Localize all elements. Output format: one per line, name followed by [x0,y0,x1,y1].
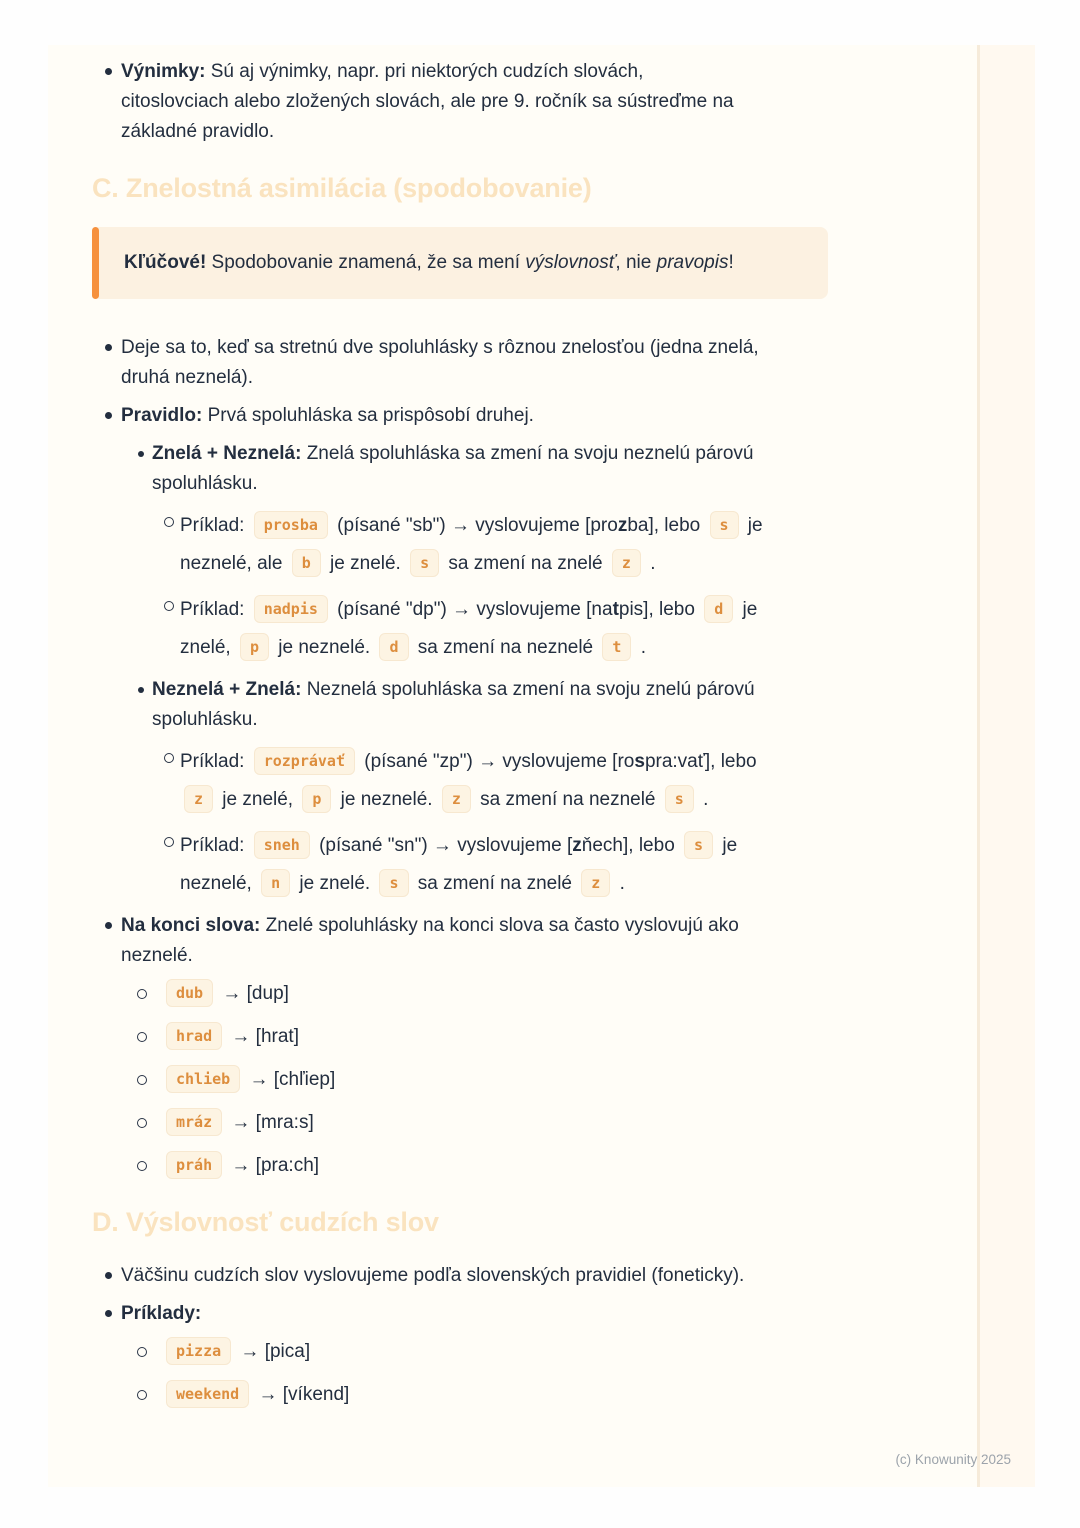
bullet-dot-icon [105,1272,112,1279]
list-item-text [162,1022,908,1052]
list-item-text [152,439,908,499]
text-segment: pra:vať], lebo [644,751,757,772]
text-segment: Deje sa to, keď sa stretnú dve spoluhlásky s rôznou znelosťou (jedna znelá, [121,337,759,358]
code-badge: nadpis [254,595,328,623]
text-segment: neznelé, [180,873,258,894]
list-item-text [180,743,908,819]
page-right-margin [980,45,1035,1487]
list-item-text [121,911,908,971]
text-segment: ňech], lebo [581,835,681,856]
list-item-text [121,57,908,147]
text-segment: . [635,637,646,658]
list-item [92,1337,908,1367]
list-item-text [180,591,908,667]
text-segment: . [697,789,709,810]
text-segment: Neznelá spoluhláska sa zmení na svoju znelú párovú [301,679,755,700]
text-segment: z [572,835,582,856]
code-badge: weekend [166,1380,249,1408]
text-segment: Spodobovanie znamená, že sa mení [206,252,526,273]
code-badge: d [704,595,733,623]
bullet-dot-icon [105,412,112,419]
code-badge: mráz [166,1108,222,1136]
list-item [92,333,908,393]
list-item-text [121,1299,908,1329]
text-segment: Príklad: [180,515,250,536]
text-segment: , nie [615,252,657,273]
text-segment: citoslovciach alebo zložených slovách, ale pre 9. ročník sa sústreďme na [121,91,734,112]
list-item [92,1261,908,1291]
text-segment: je neznelé. [335,789,438,810]
text-segment: sa zmení na znelé [443,553,608,574]
bullet-circle-icon [137,1390,147,1400]
list-item-text [152,675,908,735]
key-callout [92,227,828,299]
text-segment: Znelá spoluhláska sa zmení na svoju neznelú párovú [301,443,754,464]
code-badge: z [442,785,471,813]
list-item [92,401,908,431]
bullet-circle-icon [137,1347,147,1357]
text-segment: neznelé. [121,945,193,966]
code-badge: pizza [166,1337,231,1365]
list-item [92,439,908,499]
list-item [92,827,908,903]
text-segment: . [614,873,625,894]
section-heading-c: C. Znelostná asimilácia (spodobovanie) [92,173,592,203]
list-item [92,57,908,147]
bullet-circle-icon [137,1118,147,1128]
bullet-circle-icon [137,1075,147,1085]
list-item [92,743,908,819]
text-segment: Neznelá + Znelá: [152,679,302,700]
list-item [92,1151,908,1181]
bullet-circle-icon [164,517,174,527]
list-item-text [162,979,908,1009]
bullet-dot-icon [105,344,112,351]
text-segment: (písané "sb") → vyslovujeme [pro [331,515,618,536]
text-segment: sa zmení na znelé [412,873,578,894]
text-segment: pis], lebo [618,599,701,620]
page-edge-divider [977,45,980,1487]
code-badge: z [581,869,610,897]
code-badge: rozprávať [254,747,355,775]
text-segment: → [pra:ch] [226,1155,320,1176]
text-segment: s [634,751,645,772]
list-item [92,911,908,971]
code-badge: p [240,633,269,661]
text-segment: je znelé, [217,789,299,810]
code-badge: s [379,869,408,897]
code-badge: hrad [166,1022,222,1050]
text-segment: je znelé. [294,873,376,894]
document-page [48,45,1035,1487]
list-item [92,591,908,667]
text-segment: Pravidlo: [121,405,203,426]
text-segment: je [742,515,763,536]
code-badge: n [261,869,290,897]
code-badge: b [292,549,321,577]
list-item [92,1299,908,1329]
code-badge: s [710,511,739,539]
text-segment: Prvá spoluhláska sa prispôsobí druhej. [202,405,534,426]
callout-text [124,248,800,278]
bullet-dot-icon [138,451,144,457]
text-segment: (písané "dp") → vyslovujeme [na [331,599,613,620]
text-segment: Príklad: [180,751,250,772]
text-segment: Výnimky: [121,61,206,82]
code-badge: dub [166,979,213,1007]
text-segment: ba], lebo [627,515,706,536]
text-segment: (písané "sn") → vyslovujeme [ [313,835,573,856]
text-segment: znelé, [180,637,236,658]
list-item-text [162,1108,908,1138]
text-segment: je neznelé. [273,637,376,658]
bullet-dot-icon [138,687,144,693]
list-item-text [162,1337,908,1367]
text-segment: Väčšinu cudzích slov vyslovujeme podľa slovenských pravidiel (foneticky). [121,1265,745,1286]
text-segment: spoluhlásku. [152,473,258,494]
code-badge: d [379,633,408,661]
document-content [48,45,908,1423]
text-segment: Sú aj výnimky, napr. pri niektorých cudzích slovách, [205,61,644,82]
code-badge: p [302,785,331,813]
text-segment: Príklady: [121,1303,202,1324]
callout-accent-bar [92,227,99,299]
text-segment: . [644,553,656,574]
text-segment: je [717,835,738,856]
list-item-text [162,1065,908,1095]
text-segment: neznelé, ale [180,553,288,574]
text-segment: sa zmení na neznelé [474,789,661,810]
bullet-dot-icon [105,1310,112,1317]
text-segment: → [víkend] [253,1384,350,1405]
text-segment: → [hrat] [226,1026,299,1047]
text-segment: z [617,515,628,536]
bullet-circle-icon [164,837,174,847]
list-item-text [121,333,908,393]
list-item-text [180,827,908,903]
list-item-text [162,1151,908,1181]
code-badge: chlieb [166,1065,240,1093]
text-segment: výslovnosť [525,252,616,273]
list-item [92,1380,908,1410]
code-badge: z [184,785,213,813]
code-badge: s [684,831,713,859]
text-segment: je znelé. [324,553,407,574]
code-badge: s [410,549,439,577]
text-segment: Príklad: [180,599,250,620]
text-segment: t [612,599,619,620]
text-segment: (písané "zp") → vyslovujeme [ro [358,751,635,772]
list-item-text [180,507,908,583]
list-item [92,979,908,1009]
text-segment: ! [728,252,734,273]
text-segment: Znelé spoluhlásky na konci slova sa často vyslovujú ako [260,915,739,936]
code-badge: z [612,549,641,577]
bullet-circle-icon [137,1161,147,1171]
text-segment: → [chľiep] [244,1069,336,1090]
bullet-circle-icon [137,1032,147,1042]
list-item [92,675,908,735]
code-badge: s [665,785,694,813]
list-item-text [121,1261,908,1291]
bullet-dot-icon [105,68,112,75]
text-segment: → [mra:s] [226,1112,314,1133]
list-item-text [162,1380,908,1410]
text-segment: → [pica] [235,1341,311,1362]
text-segment: je [737,599,758,620]
text-segment: sa zmení na neznelé [412,637,599,658]
section-heading-d: D. Výslovnosť cudzích slov [92,1207,439,1237]
list-item [92,1022,908,1052]
bullet-dot-icon [105,922,112,929]
text-segment: Kľúčové! [124,252,207,273]
bullet-circle-icon [164,753,174,763]
code-badge: práh [166,1151,222,1179]
list-item [92,1065,908,1095]
text-segment: Príklad: [180,835,250,856]
text-segment: Znelá + Neznelá: [152,443,302,464]
text-segment: druhá neznelá). [121,367,254,388]
text-segment: Na konci slova: [121,915,261,936]
list-item [92,507,908,583]
bullet-circle-icon [164,601,174,611]
list-item [92,1108,908,1138]
code-badge: t [602,633,631,661]
code-badge: sneh [254,831,310,859]
code-badge: prosba [254,511,328,539]
list-item-text [121,401,908,431]
text-segment: → [dup] [217,983,289,1004]
bullet-circle-icon [137,989,147,999]
text-segment: pravopis [656,252,729,273]
text-segment: spoluhlásku. [152,709,258,730]
copyright-watermark: (c) Knowunity 2025 [895,1452,1011,1467]
text-segment: základné pravidlo. [121,121,275,142]
